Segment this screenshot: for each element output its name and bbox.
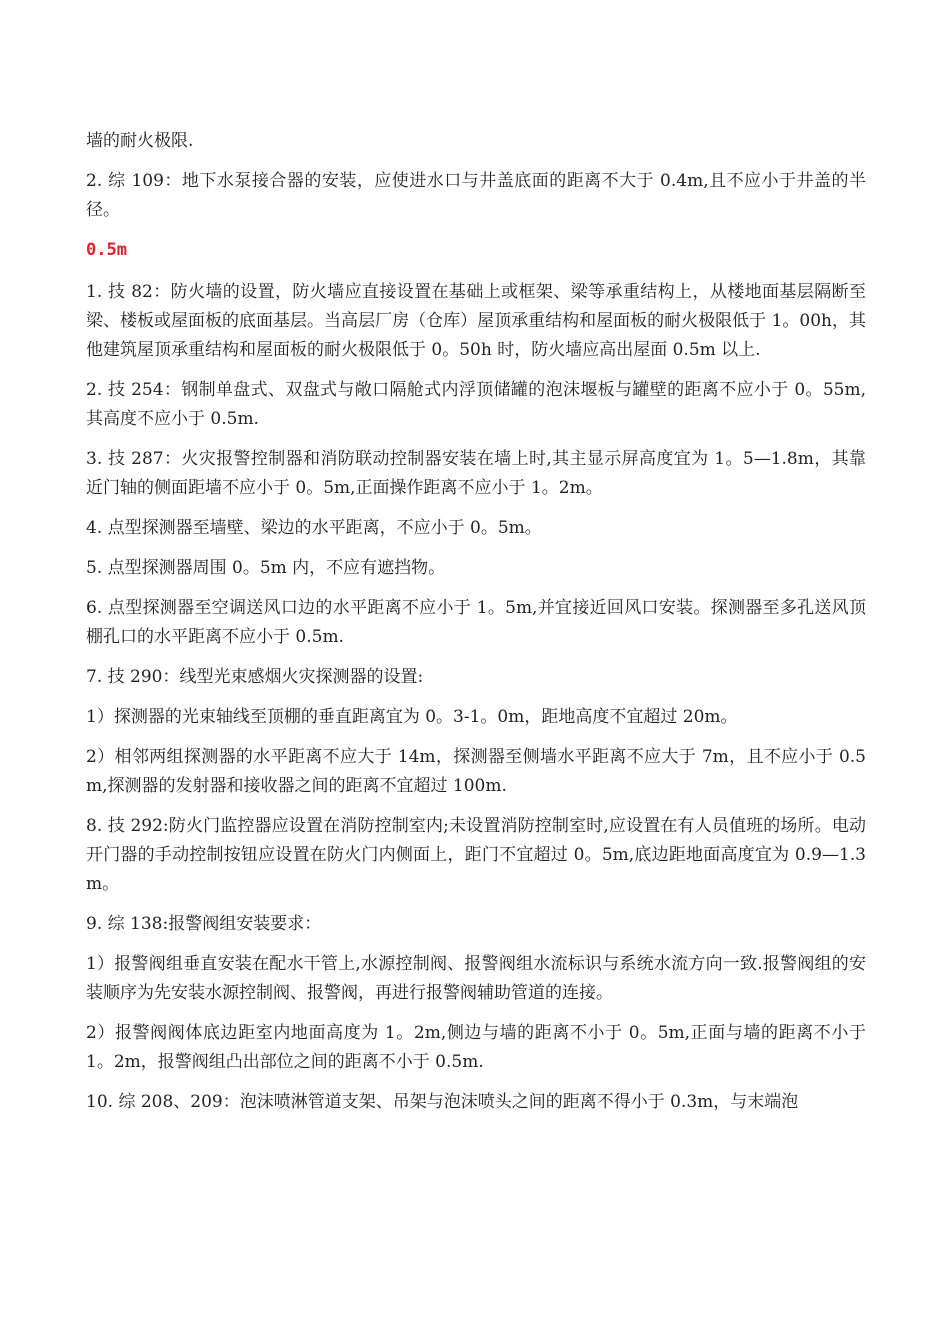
paragraph-item-5: 5. 点型探测器周围 0。5m 内，不应有遮挡物。 bbox=[86, 558, 446, 578]
paragraph-item-7: 7. 技 290：线型光束感烟火灾探测器的设置: bbox=[86, 667, 424, 687]
paragraph-item-2: 2. 技 254：钢制单盘式、双盘式与敞口隔舱式内浮顶储罐的泡沫堰板与罐壁的距离不应小于 0。55m,其高度不应小于 0.5m. bbox=[86, 380, 866, 429]
paragraph-item-9-sub-1: 1）报警阀组垂直安装在配水干管上,水源控制阀、报警阀组水流标识与系统水流方向一致.报警阀组的安装顺序为先安装水源控制阀、报警阀，再进行报警阀辅助管道的连接。 bbox=[86, 954, 866, 1003]
paragraph-item-9: 9. 综 138:报警阀组安装要求： bbox=[86, 914, 322, 934]
paragraph-fire-wall-limit: 墙的耐火极限. bbox=[86, 131, 194, 151]
paragraph-item-1: 1. 技 82：防火墙的设置，防火墙应直接设置在基础上或框架、梁等承重结构上，从楼地面基层隔断至梁、楼板或屋面板的底面基层。当高层厂房（仓库）屋顶承重结构和屋面板的耐火极限低于 1。00h，其他建筑屋顶承重结构和屋面板的耐火极限低于 0。50h 时，防火墙应高出屋面 0.5m 以上. bbox=[86, 282, 866, 360]
paragraph-item-8: 8. 技 292:防火门监控器应设置在消防控制室内;未设置消防控制室时,应设置在有人员值班的场所。电动开门器的手动控制按钮应设置在防火门内侧面上，距门不宜超过 0。5m,底边距地面高度宜为 0.9—1.3m。 bbox=[86, 816, 866, 894]
paragraph-pump-connector: 2. 综 109：地下水泵接合器的安装，应使进水口与井盖底面的距离不大于 0.4m,且不应小于井盖的半径。 bbox=[86, 171, 866, 220]
section-heading: 0.5m bbox=[86, 240, 127, 260]
paragraph-item-7-sub-2: 2）相邻两组探测器的水平距离不应大于 14m，探测器至侧墙水平距离不应大于 7m，且不应小于 0.5m,探测器的发射器和接收器之间的距离不宜超过 100m. bbox=[86, 747, 866, 796]
paragraph-item-4: 4. 点型探测器至墙壁、梁边的水平距离，不应小于 0。5m。 bbox=[86, 518, 542, 538]
paragraph-item-10: 10. 综 208、209：泡沫喷淋管道支架、吊架与泡沫喷头之间的距离不得小于 0.3m，与末端泡 bbox=[86, 1092, 799, 1112]
document-body bbox=[86, 127, 866, 1128]
paragraph-item-6: 6. 点型探测器至空调送风口边的水平距离不应小于 1。5m,并宜接近回风口安装。探测器至多孔送风顶棚孔口的水平距离不应小于 0.5m. bbox=[86, 598, 866, 647]
paragraph-item-3: 3. 技 287：火灾报警控制器和消防联动控制器安装在墙上时,其主显示屏高度宜为 1。5—1.8m，其靠近门轴的侧面距墙不应小于 0。5m,正面操作距离不应小于 1。2m。 bbox=[86, 449, 866, 498]
paragraph-item-9-sub-2: 2）报警阀阀体底边距室内地面高度为 1。2m,侧边与墙的距离不小于 0。5m,正面与墙的距离不小于 1。2m，报警阀组凸出部位之间的距离不小于 0.5m. bbox=[86, 1023, 866, 1072]
paragraph-item-7-sub-1: 1）探测器的光束轴线至顶棚的垂直距离宜为 0。3-1。0m，距地高度不宜超过 20m。 bbox=[86, 707, 738, 727]
